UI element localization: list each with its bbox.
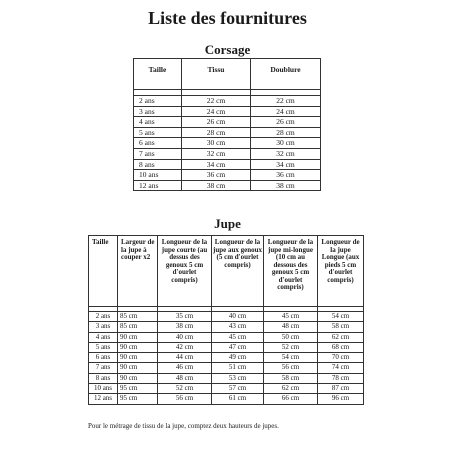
jupe-cell: 48 cm <box>264 322 318 332</box>
corsage-cell: 22 cm <box>251 96 321 107</box>
corsage-table-row <box>134 148 321 159</box>
page-title: Liste des fournitures <box>148 8 307 28</box>
corsage-cell: 2 ans <box>134 96 182 107</box>
corsage-table-row <box>134 127 321 138</box>
corsage-cell: 7 ans <box>134 148 182 159</box>
corsage-table <box>133 58 321 191</box>
jupe-header-longue: Longueur de la jupe Longue (aux pieds 5 cm d'ourlet compris) <box>318 236 364 307</box>
jupe-table-row <box>89 394 364 404</box>
jupe-table-row <box>89 312 364 322</box>
jupe-table-row <box>89 373 364 383</box>
jupe-cell: 95 cm <box>118 394 158 404</box>
jupe-cell: 56 cm <box>158 394 212 404</box>
jupe-cell: 4 ans <box>89 332 118 342</box>
corsage-cell: 36 cm <box>251 170 321 181</box>
corsage-cell: 38 cm <box>182 180 251 191</box>
jupe-cell: 61 cm <box>212 394 264 404</box>
jupe-cell: 49 cm <box>212 353 264 363</box>
corsage-cell: 38 cm <box>251 180 321 191</box>
jupe-cell: 90 cm <box>118 342 158 352</box>
jupe-cell: 6 ans <box>89 353 118 363</box>
jupe-cell: 2 ans <box>89 312 118 322</box>
jupe-cell: 68 cm <box>318 342 364 352</box>
jupe-cell: 78 cm <box>318 373 364 383</box>
jupe-cell: 62 cm <box>264 384 318 394</box>
corsage-cell: 34 cm <box>182 159 251 170</box>
jupe-cell: 40 cm <box>212 312 264 322</box>
jupe-cell: 62 cm <box>318 332 364 342</box>
jupe-cell: 50 cm <box>264 332 318 342</box>
jupe-header-courte: Longueur de la jupe courte (au dessus des genoux 5 cm d'ourlet compris) <box>158 236 212 307</box>
corsage-cell: 26 cm <box>251 117 321 128</box>
jupe-cell: 52 cm <box>264 342 318 352</box>
jupe-table <box>88 235 364 405</box>
jupe-cell: 7 ans <box>89 363 118 373</box>
corsage-cell: 32 cm <box>251 148 321 159</box>
jupe-table-row <box>89 353 364 363</box>
jupe-cell: 85 cm <box>118 322 158 332</box>
jupe-cell: 87 cm <box>318 384 364 394</box>
jupe-cell: 96 cm <box>318 394 364 404</box>
jupe-cell: 44 cm <box>158 353 212 363</box>
corsage-header-row <box>134 59 321 90</box>
jupe-cell: 47 cm <box>212 342 264 352</box>
corsage-heading: Corsage <box>204 42 251 57</box>
corsage-cell: 22 cm <box>182 96 251 107</box>
jupe-cell: 85 cm <box>118 312 158 322</box>
jupe-cell: 90 cm <box>118 363 158 373</box>
corsage-cell: 24 cm <box>182 106 251 117</box>
jupe-header-genoux: Longueur de la jupe aux genoux (5 cm d'ourlet compris) <box>212 236 264 307</box>
corsage-cell: 6 ans <box>134 138 182 149</box>
jupe-table-row <box>89 363 364 373</box>
jupe-cell: 8 ans <box>89 373 118 383</box>
jupe-cell: 70 cm <box>318 353 364 363</box>
corsage-cell: 30 cm <box>251 138 321 149</box>
corsage-cell: 4 ans <box>134 117 182 128</box>
corsage-header-tissu: Tissu <box>182 59 251 90</box>
jupe-cell: 95 cm <box>118 384 158 394</box>
jupe-cell: 40 cm <box>158 332 212 342</box>
corsage-cell: 5 ans <box>134 127 182 138</box>
jupe-cell: 38 cm <box>158 322 212 332</box>
jupe-cell: 54 cm <box>264 353 318 363</box>
corsage-cell: 28 cm <box>251 127 321 138</box>
jupe-cell: 74 cm <box>318 363 364 373</box>
footnote: Pour le métrage de tissu de la jupe, comptez deux hauteurs de jupes. <box>88 422 279 430</box>
corsage-table-row <box>134 117 321 128</box>
jupe-table-row <box>89 342 364 352</box>
jupe-cell: 66 cm <box>264 394 318 404</box>
jupe-table-row <box>89 384 364 394</box>
corsage-cell: 10 ans <box>134 170 182 181</box>
corsage-cell: 8 ans <box>134 159 182 170</box>
jupe-header-taille: Taille <box>89 236 118 307</box>
corsage-cell: 28 cm <box>182 127 251 138</box>
corsage-body <box>134 90 321 191</box>
jupe-heading: Jupe <box>214 216 241 231</box>
jupe-header-mi-longue: Longueur de la jupe mi-longue (10 cm au dessous des genoux 5 cm d'ourlet compris) <box>264 236 318 307</box>
corsage-cell: 36 cm <box>182 170 251 181</box>
corsage-cell: 30 cm <box>182 138 251 149</box>
jupe-cell: 5 ans <box>89 342 118 352</box>
corsage-cell: 3 ans <box>134 106 182 117</box>
jupe-cell: 53 cm <box>212 373 264 383</box>
corsage-header-doublure: Doublure <box>251 59 321 90</box>
jupe-body <box>89 307 364 405</box>
jupe-cell: 46 cm <box>158 363 212 373</box>
jupe-table-row <box>89 322 364 332</box>
jupe-header-largeur: Largeur de la jupe à couper x2 <box>118 236 158 307</box>
jupe-cell: 56 cm <box>264 363 318 373</box>
jupe-cell: 58 cm <box>318 322 364 332</box>
jupe-cell: 10 ans <box>89 384 118 394</box>
jupe-cell: 58 cm <box>264 373 318 383</box>
jupe-cell: 48 cm <box>158 373 212 383</box>
jupe-cell: 51 cm <box>212 363 264 373</box>
corsage-table-row <box>134 180 321 191</box>
jupe-cell: 90 cm <box>118 332 158 342</box>
jupe-cell: 90 cm <box>118 353 158 363</box>
corsage-header-taille: Taille <box>134 59 182 90</box>
jupe-cell: 57 cm <box>212 384 264 394</box>
jupe-cell: 45 cm <box>264 312 318 322</box>
corsage-table-row <box>134 96 321 107</box>
corsage-cell: 24 cm <box>251 106 321 117</box>
jupe-cell: 12 ans <box>89 394 118 404</box>
jupe-table-row <box>89 332 364 342</box>
jupe-cell: 35 cm <box>158 312 212 322</box>
jupe-header-row <box>89 236 364 307</box>
corsage-table-row <box>134 106 321 117</box>
jupe-cell: 52 cm <box>158 384 212 394</box>
jupe-cell: 42 cm <box>158 342 212 352</box>
corsage-table-row <box>134 159 321 170</box>
jupe-cell: 3 ans <box>89 322 118 332</box>
corsage-table-row <box>134 138 321 149</box>
corsage-cell: 34 cm <box>251 159 321 170</box>
corsage-cell: 12 ans <box>134 180 182 191</box>
jupe-cell: 45 cm <box>212 332 264 342</box>
jupe-cell: 90 cm <box>118 373 158 383</box>
jupe-cell: 43 cm <box>212 322 264 332</box>
corsage-table-row <box>134 170 321 181</box>
jupe-cell: 54 cm <box>318 312 364 322</box>
corsage-cell: 26 cm <box>182 117 251 128</box>
corsage-cell: 32 cm <box>182 148 251 159</box>
